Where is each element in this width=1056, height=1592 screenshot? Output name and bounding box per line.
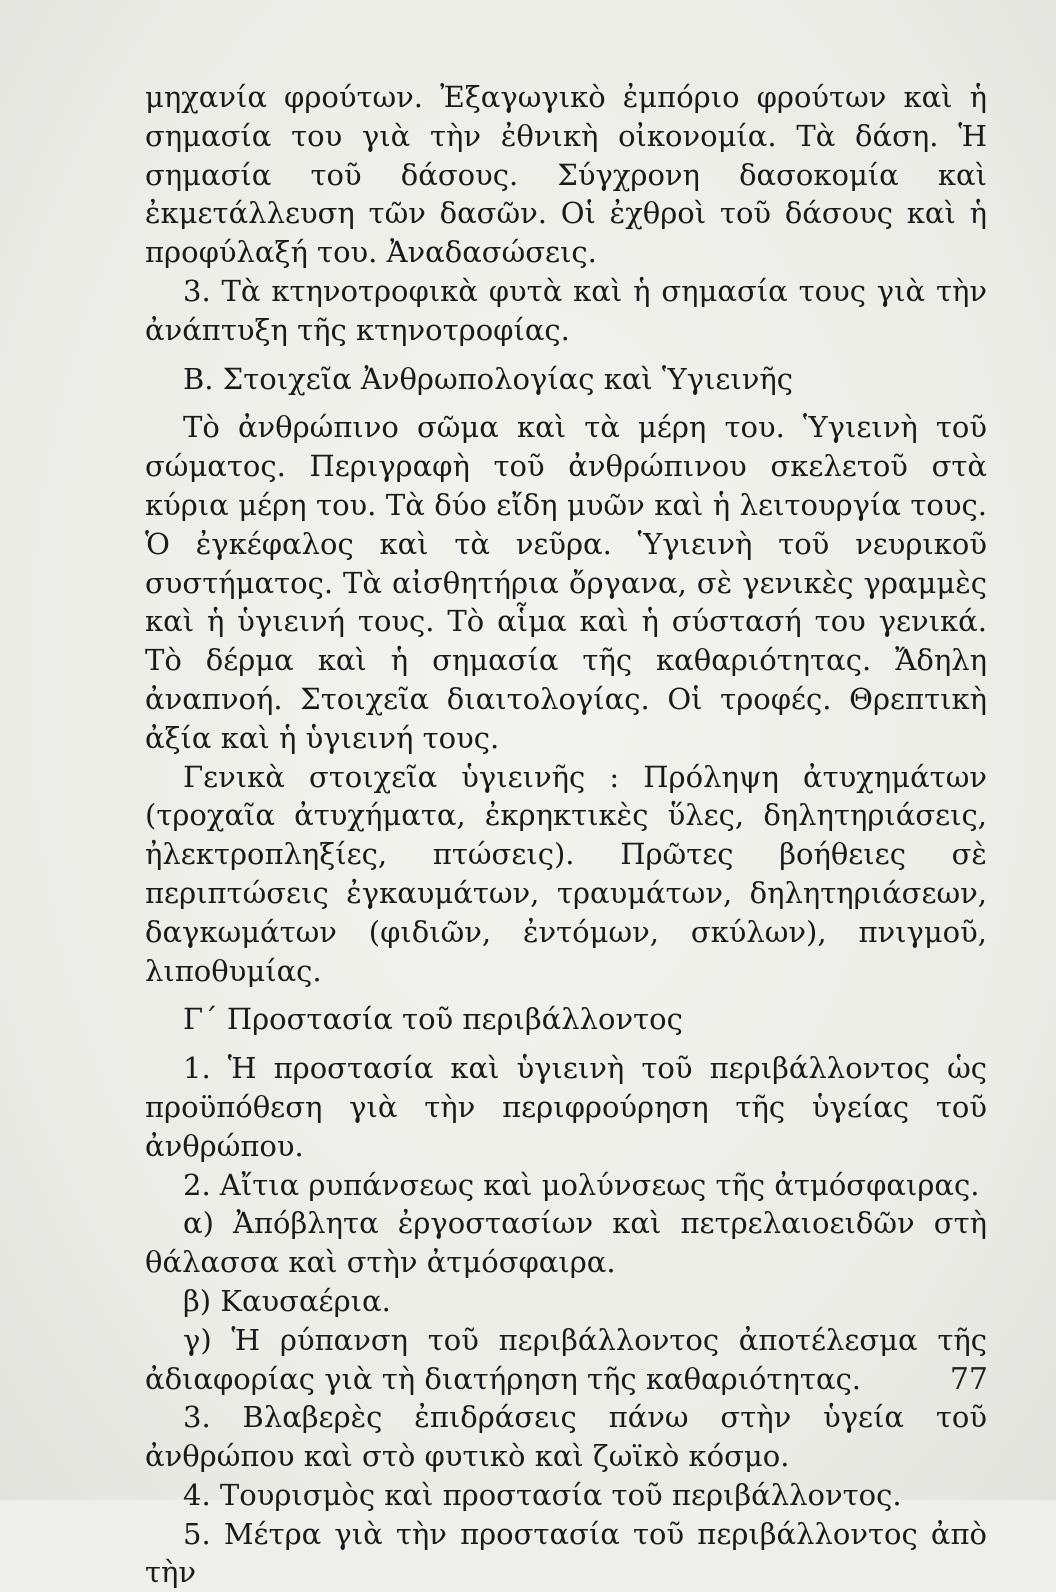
paragraph-item-3: 3. Βλαβερὲς ἐπιδράσεις πάνω στὴν ὑγεία τοῦ ἀνθρώπου καὶ στὸ φυτικὸ καὶ ζωϊκὸ κόσμο. [145,1400,987,1474]
body-text [145,78,987,1592]
page-number: 77 [949,1362,988,1397]
paragraph-fruit-forests: μηχανία φρούτων. Ἐξαγωγικὸ ἐμπόριο φρούτων καὶ ἡ σημασία του γιὰ τὴν ἐθνικὴ οἰκονομία. Τὰ δάση. Ἡ σημασία τοῦ δάσους. Σύγχρονη δασοκομία καὶ ἐκμετάλλευση τῶν δασῶν. Οἱ ἐχθροὶ τοῦ δάσους καὶ ἡ προφύλαξή του. Ἀναδασώσεις. [145,80,987,270]
section-heading-environment: Γ΄ Προστασία τοῦ περιβάλλοντος [183,1002,683,1037]
paragraph-item-4: 4. Τουρισμὸς καὶ προστασία τοῦ περιβάλλοντος. [183,1477,902,1512]
section-heading-anthropology: Β. Στοιχεῖα Ἀνθρωπολογίας καὶ Ὑγιεινῆς [183,361,794,396]
paragraph-item-2b: β) Καυσαέρια. [183,1283,391,1318]
paragraph-item-1: 1. Ἡ προστασία καὶ ὑγιεινὴ τοῦ περιβάλλοντος ὡς προϋπόθεση γιὰ τὴν περιφρούρηση τῆς ὑγείας τοῦ ἀνθρώπου. [145,1051,987,1163]
paragraph-item-5: 5. Μέτρα γιὰ τὴν προστασία τοῦ περιβάλλοντος ἀπὸ τὴν [145,1516,987,1590]
paragraph-item-2: 2. Αἴτια ρυπάνσεως καὶ μολύνσεως τῆς ἀτμόσφαιρας. [183,1167,980,1202]
paragraph-item-2a: α) Ἀπόβλητα ἐργοστασίων καὶ πετρελαιοειδῶν στὴ θάλασσα καὶ στὴν ἀτμόσφαιρα. [145,1206,987,1280]
paragraph-human-body: Τὸ ἀνθρώπινο σῶμα καὶ τὰ μέρη του. Ὑγιεινὴ τοῦ σώματος. Περιγραφὴ τοῦ ἀνθρώπινου σκελετοῦ στὰ κύρια μέρη του. Τὰ δύο εἴδη μυῶν καὶ ἡ λειτουργία τους. Ὁ ἐγκέφαλος καὶ τὰ νεῦρα. Ὑγιεινὴ τοῦ νευρικοῦ συστήματος. Τὰ αἰσθητήρια ὄργανα, σὲ γενικὲς γραμμὲς καὶ ἡ ὑγιεινή τους. Τὸ αἷμα καὶ ἡ σύστασή του γενικά. Τὸ δέρμα καὶ ἡ σημασία τῆς καθαριότητας. Ἄδηλη ἀναπνοή. Στοιχεῖα διαιτολογίας. Οἱ τροφές. Θρεπτικὴ ἀξία καὶ ἡ ὑγιεινή τους. [145,410,987,755]
paragraph-fodder-plants: 3. Τὰ κτηνοτροφικὰ φυτὰ καὶ ἡ σημασία τους γιὰ τὴν ἀνάπτυξη τῆς κτηνοτροφίας. [145,273,987,347]
paragraph-general-hygiene: Γενικὰ στοιχεῖα ὑγιεινῆς : Πρόληψη ἀτυχημάτων (τροχαῖα ἀτυχήματα, ἐκρηκτικὲς ὕλες, δηλητηριάσεις, ἠλεκτροπληξίες, πτώσεις). Πρῶτες βοήθειες σὲ περιπτώσεις ἐγκαυμάτων, τραυμάτων, δηλητηριάσεων, δαγκωμάτων (φιδιῶν, ἐντόμων, σκύλων), πνιγμοῦ, λιποθυμίας. [145,759,987,988]
paragraph-item-2c: γ) Ἡ ρύπανση τοῦ περιβάλλοντος ἀποτέλεσμα τῆς ἀδιαφορίας γιὰ τὴ διατήρηση τῆς καθαριότητας. [145,1322,987,1396]
